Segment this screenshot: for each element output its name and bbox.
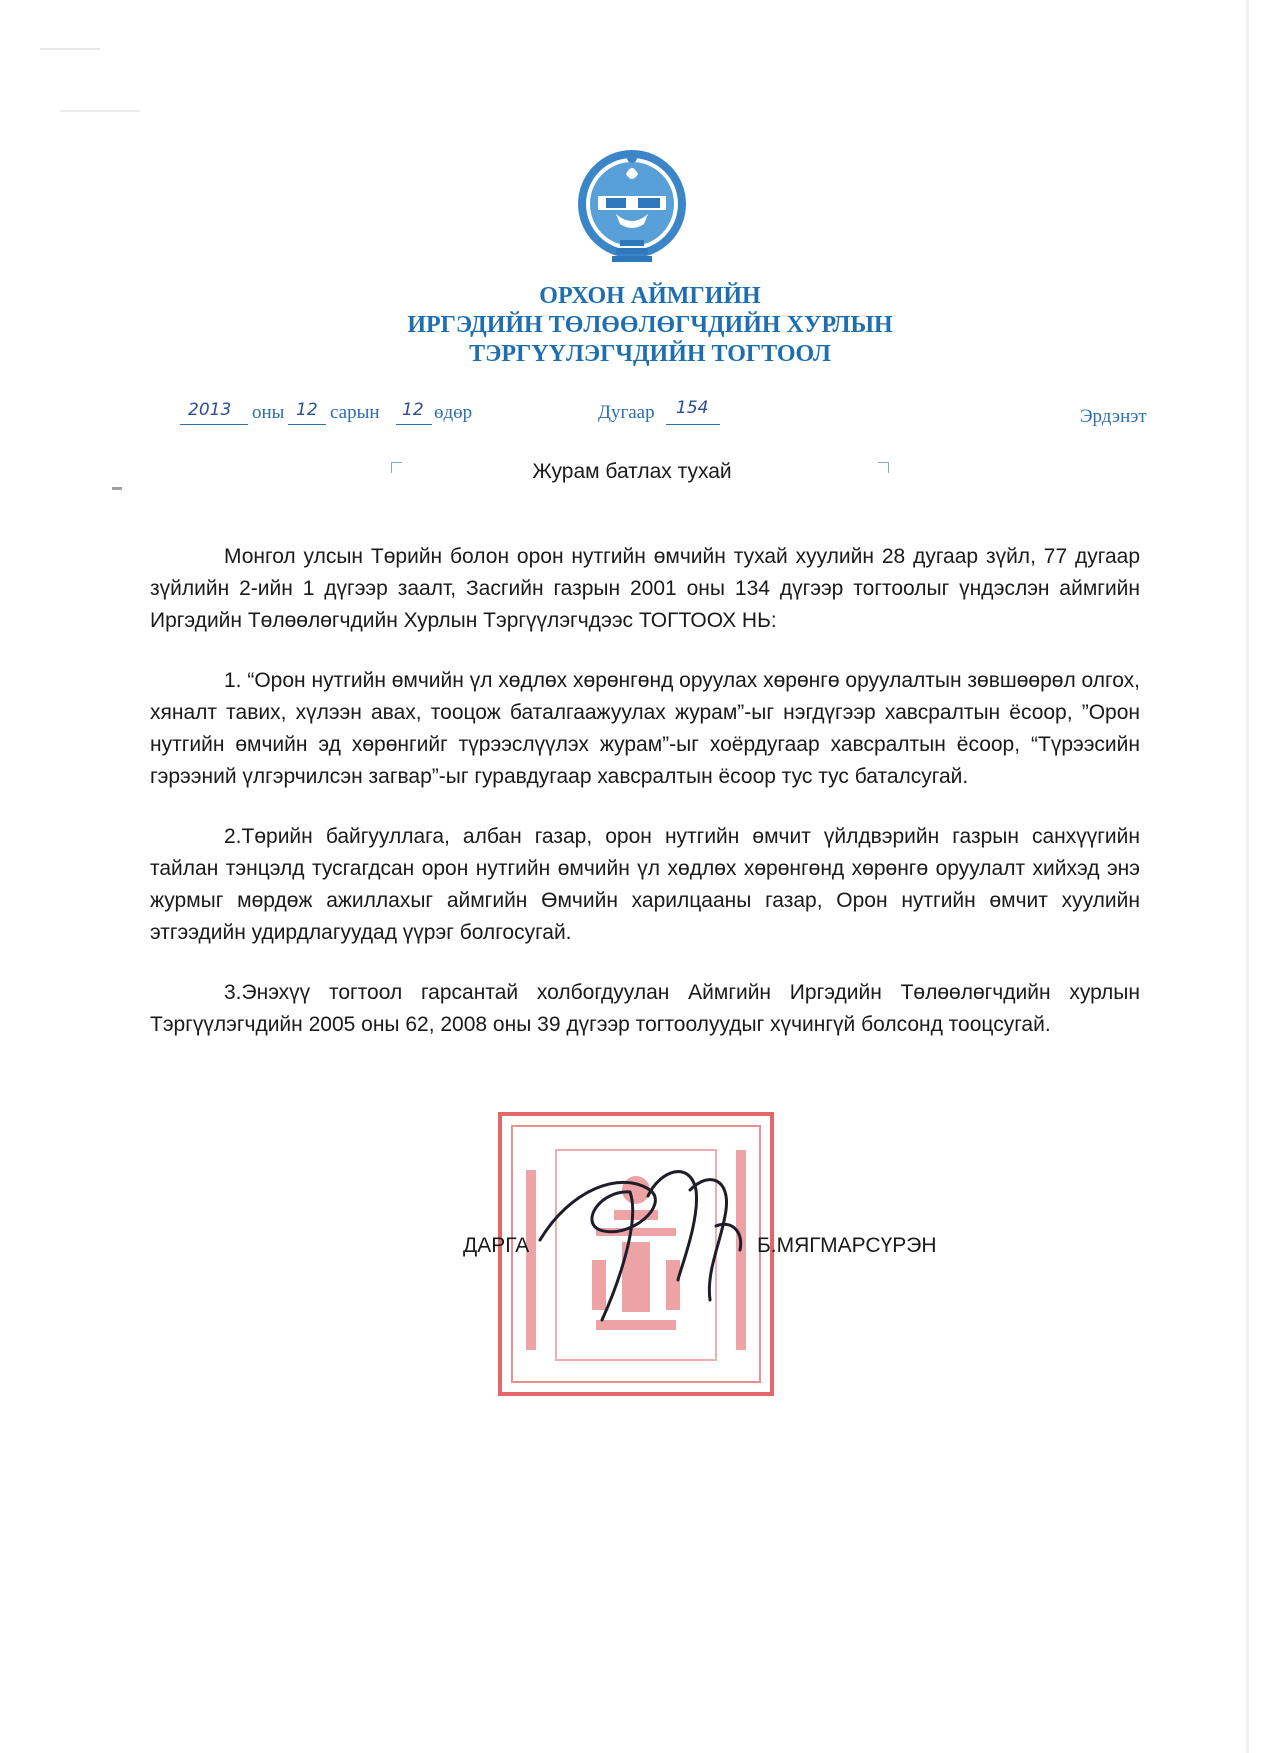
handwritten-signature bbox=[530, 1130, 760, 1330]
year-suffix: оны bbox=[252, 402, 285, 423]
scan-artifact bbox=[60, 110, 140, 112]
resolution-item-3: 3.Энэхүү тогтоол гарсантай холбогдуулан Аймгийн Иргэдийн Төлөөлөгчдийн хурлын Тэргүүлэгчдийн 2005 оны 62, 2008 оны 39 дүгээр тогтоолуудыг хүчингүй болсонд тооцсугай. bbox=[150, 981, 1140, 1036]
state-emblem-icon bbox=[576, 144, 688, 270]
header-line-1: ОРХОН АЙМГИЙН bbox=[539, 283, 761, 309]
day-suffix: өдөр bbox=[434, 402, 473, 423]
date-number-row bbox=[0, 398, 1264, 432]
preamble-paragraph: Монгол улсын Төрийн болон орон нутгийн өмчийн тухай хуулийн 28 дугаар зүйл, 77 дугаар зүйлийн 2-ийн 1 дүгээр заалт, Засгийн газрын 2001 оны 134 дүгээр тогтоолыг үндэслэн аймгийн Иргэдийн Төлөөлөгчдийн Хурлын Тэргүүлэгчдээс ТОГТООХ НЬ: bbox=[150, 545, 1140, 632]
scan-artifact bbox=[40, 48, 100, 50]
number-value: 154 bbox=[676, 398, 709, 418]
document-body bbox=[150, 541, 1140, 1041]
year-underline bbox=[180, 424, 248, 425]
number-label: Дугаар bbox=[598, 402, 655, 423]
place-name: Эрдэнэт bbox=[1080, 406, 1147, 427]
document-subject: Журам батлах тухай bbox=[532, 460, 732, 483]
year-value: 2013 bbox=[188, 400, 232, 420]
month-value: 12 bbox=[296, 400, 318, 420]
month-suffix: сарын bbox=[330, 402, 380, 423]
number-underline bbox=[666, 424, 720, 425]
month-underline bbox=[288, 424, 326, 425]
resolution-item-1: 1. “Орон нутгийн өмчийн үл хөдлөх хөрөнгөнд оруулах хөрөнгө оруулалтын зөвшөөрөл олгох, хяналт тавих, хүлээн авах, тооцож баталгаажуулах журам”-ыг нэгдүгээр хавсралтын ёсоор, ”Орон нутгийн өмчийн эд хөрөнгийг түрээслүүлэх журам”-ыг хоёрдугаар хавсралтын ёсоор, “Түрээсийн гэрээний үлгэрчилсэн загвар”-ыг гуравдугаар хавсралтын ёсоор тус тус баталсугай. bbox=[150, 669, 1140, 788]
header-line-3: ТЭРГҮҮЛЭГЧДИЙН ТОГТООЛ bbox=[469, 341, 831, 367]
day-underline bbox=[396, 424, 432, 425]
organization-header bbox=[300, 282, 1000, 369]
signatory-name: Б.МЯГМАРСҮРЭН bbox=[757, 1234, 937, 1257]
scan-edge bbox=[1246, 0, 1249, 1753]
header-line-2: ИРГЭДИЙН ТӨЛӨӨЛӨГЧДИЙН ХУРЛЫН bbox=[407, 312, 893, 338]
signatory-title: ДАРГА bbox=[463, 1234, 530, 1257]
resolution-item-2: 2.Төрийн байгууллага, албан газар, орон нутгийн өмчит үйлдвэрийн газрын санхүүгийн тайлан тэнцэлд тусгагдсан орон нутгийн өмчийн үл хөдлөх хөрөнгөнд хөрөнгө оруулалт хийхэд энэ журмыг мөрдөж ажиллахыг аймгийн Өмчийн харилцааны газар, Орон нутгийн өмчит хуулийн этгээдийн удирдлагуудад үүрэг болгосугай. bbox=[150, 825, 1140, 944]
scan-artifact bbox=[112, 487, 122, 490]
day-value: 12 bbox=[402, 400, 424, 420]
